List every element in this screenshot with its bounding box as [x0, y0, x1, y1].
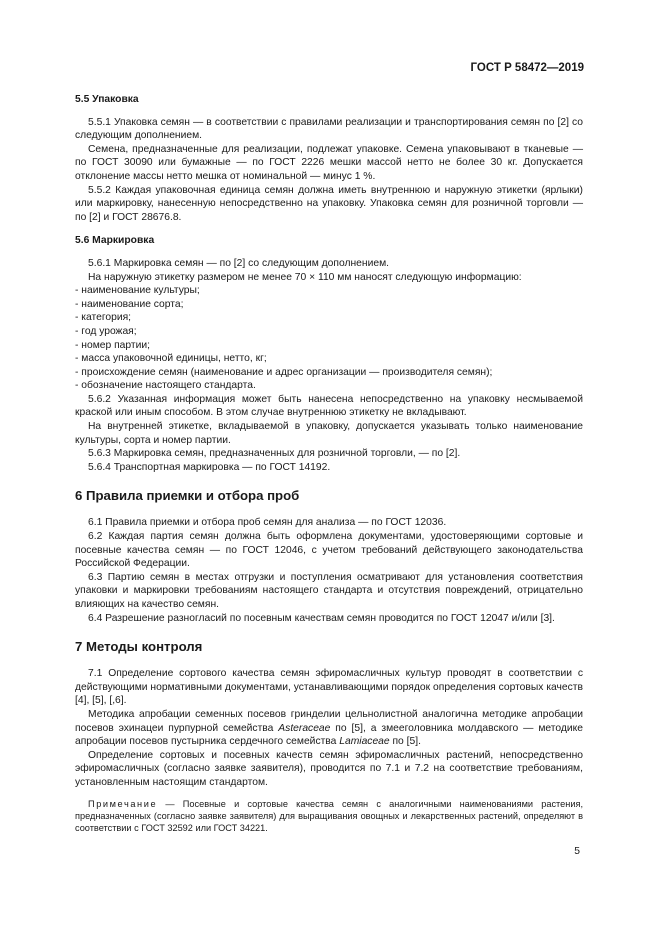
paragraph: 6.3 Партию семян в местах отгрузки и поступления осматривают для установления соответствия упаковки и маркировки требованиям настоящего стандарта и отсутствия повреждений, отрицательно влияющих на качество семян. — [75, 571, 583, 610]
paragraph: 6.2 Каждая партия семян должна быть оформлена документами, удостоверяющими сортовые и посевные качества семян — по ГОСТ 12046, с учетом требований действующего законодательства Российской Федерации. — [75, 531, 583, 570]
paragraph: 5.5.1 Упаковка семян — в соответствии с правилами реализации и транспортирования семян по [2] со следующим дополнением. — [75, 116, 583, 142]
paragraph: Семена, предназначенные для реализации, подлежат упаковке. Семена упаковывают в тканевые — по ГОСТ 30090 или бумажные — по ГОСТ 2226 мешки массой нетто не более 30 кг. Допускается отклонение массы нетто мешка от номинальной — минус 1 %. — [75, 143, 583, 182]
paragraph: На внутренней этикетке, вкладываемой в упаковку, допускается указывать только наименование культуры, сорта и номер партии. — [75, 421, 583, 446]
paragraph: 5.6.3 Маркировка семян, предназначенных для розничной торговли, — по [2]. — [88, 448, 461, 460]
paragraph: Определение сортовых и посевных качеств семян эфиромасличных растений, непосредственно эфиромасличных (согласно заявке заявителя), проводится по 7.1 и 7.2 на соответствие требованиям, установленным настоящим стандартом. — [75, 749, 583, 788]
section-6-title: 6 Правила приемки и отбора проб — [75, 488, 300, 504]
paragraph: На наружную этикетку размером не менее 70 × 110 мм наносят следующую информацию: — [88, 271, 522, 283]
note-text: — Посевные и сортовые качества семян с аналогичными наименованиями растения, предназначенных (согласно заявке заявителя) для выращивания овощных и лекарственных растений, определяют в соответствии с ГОСТ 32592 или ГОСТ 34221. — [75, 798, 583, 834]
list-item: - номер партии; — [75, 339, 150, 351]
paragraph: 5.6.4 Транспортная маркировка — по ГОСТ 14192. — [88, 461, 331, 473]
paragraph: 5.5.2 Каждая упаковочная единица семян должна иметь внутреннюю и наружную этикетки (ярлыки) или маркировку, нанесенную непосредственно на упаковку. Упаковка семян для розничной торговли — по [2] и ГОСТ 28676.8. — [75, 184, 583, 223]
paragraph: 7.1 Определение сортового качества семян эфиромасличных культур проводят в соответствии с действующими нормативными документами, устанавливающими порядок определения сортовых качеств [4], [5], [,6]. — [75, 668, 583, 707]
paragraph: Методика апробации семенных посевов гринделии цельнолистной аналогична методике апробации посевов эхинацеи пурпурной семейства Asteraceae по [5], а змееголовника молдавского — методике апробации посевов пустырника сердечного семейства Lamiaceae по [5]. — [75, 708, 583, 748]
page-content — [75, 93, 583, 835]
section-5-6-title: 5.6 Маркировка — [75, 235, 155, 247]
note — [75, 798, 583, 835]
list-item: - происхождение семян (наименование и адрес организации — производителя семян); — [75, 366, 493, 378]
paragraph: 6.4 Разрешение разногласий по посевным качествам семян проводится по ГОСТ 12047 и/или [3]. — [88, 612, 555, 624]
document-id: ГОСТ Р 58472—2019 — [470, 62, 584, 74]
paragraph: 5.6.2 Указанная информация может быть нанесена непосредственно на упаковку несмываемой краской или иным способом. В этом случае внутреннюю этикетку не вкладывают. — [75, 393, 583, 419]
list-item: - обозначение настоящего стандарта. — [75, 380, 256, 392]
section-7-title: 7 Методы контроля — [75, 639, 203, 655]
section-5-5-title: 5.5 Упаковка — [75, 94, 139, 105]
list-item: - наименование культуры; — [75, 285, 200, 297]
list-item: - год урожая; — [75, 325, 137, 337]
paragraph: 6.1 Правила приемки и отбора проб семян для анализа — по ГОСТ 12036. — [88, 517, 447, 529]
note-label: Примечание — [88, 798, 158, 809]
paragraph: 5.6.1 Маркировка семян — по [2] со следующим дополнением. — [88, 257, 390, 269]
list-item: - категория; — [75, 312, 132, 324]
list-item: - масса упаковочной единицы, нетто, кг; — [75, 353, 267, 365]
page-number: 5 — [574, 846, 580, 857]
list-item: - наименование сорта; — [75, 298, 184, 310]
